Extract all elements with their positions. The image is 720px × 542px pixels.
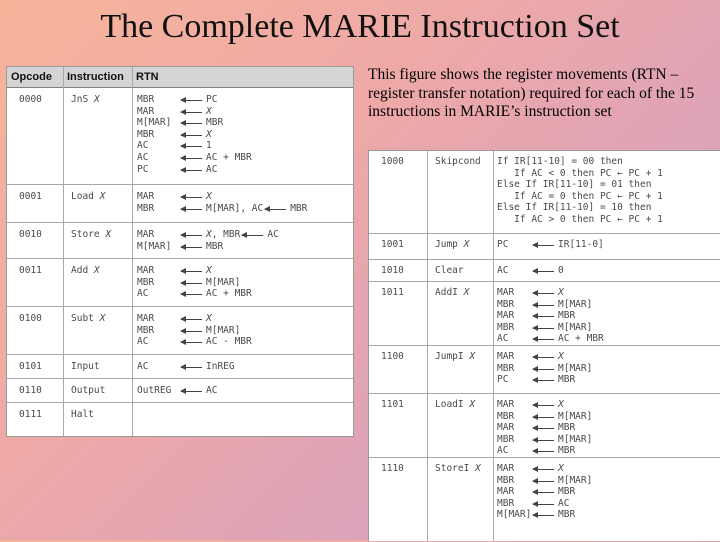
rtn-source: PC (206, 94, 218, 105)
rtn-line (137, 140, 252, 152)
arrow-left-icon (532, 498, 554, 510)
rtn-line (137, 313, 252, 325)
rtn-destination: MAR (497, 287, 515, 298)
arrow-left-icon (180, 241, 202, 253)
rtn-cell (497, 265, 564, 277)
rtn-destination: MAR (137, 313, 155, 324)
arrow-left-icon (180, 229, 202, 241)
operand-x: X (206, 105, 212, 117)
rtn-line (137, 129, 252, 141)
arrow-left-icon (532, 445, 554, 457)
arrow-left-icon (180, 265, 202, 277)
rtn-source: AC (267, 229, 279, 240)
arrow-left-icon (532, 509, 554, 521)
rtn-line (497, 498, 592, 510)
operand-x: X (206, 128, 212, 140)
rtn-line (137, 288, 252, 300)
table-row (369, 233, 720, 260)
rtn-source: AC - MBR (206, 336, 252, 348)
rtn-source: IR[11-0] (558, 239, 604, 250)
rtn-source: MBR (558, 486, 576, 498)
opcode-cell: 0111 (19, 409, 42, 420)
opcode-cell: 0000 (19, 94, 42, 105)
rtn-line (497, 287, 604, 299)
rtn-source: AC (206, 163, 218, 175)
rtn-destination: AC (497, 333, 509, 345)
operand-x: X (558, 463, 564, 474)
rtn-source: AC + MBR (206, 151, 252, 163)
rtn-destination: MBR (137, 276, 155, 288)
rtn-destination: AC (137, 140, 149, 152)
rtn-cell (137, 265, 252, 300)
rtn-source: AC + MBR (558, 333, 604, 345)
rtn-destination: MAR (137, 229, 155, 240)
table-row (7, 378, 353, 403)
arrow-left-icon (180, 164, 202, 176)
rtn-line (497, 399, 592, 411)
rtn-line (497, 475, 592, 487)
rtn-destination: MBR (497, 321, 515, 333)
rtn-line (137, 277, 252, 289)
rtn-destination: MBR (497, 362, 515, 374)
rtn-source: M[MAR] (558, 433, 593, 445)
arrow-left-icon (532, 422, 554, 434)
rtn-line: If IR[11-10] = 00 then (497, 156, 623, 167)
operand-x: X (558, 287, 564, 298)
rtn-source (206, 129, 212, 140)
arrow-left-icon (532, 265, 554, 277)
rtn-destination: AC (137, 288, 149, 300)
rtn-line (137, 241, 279, 253)
rtn-source (558, 287, 564, 298)
rtn-source (206, 106, 212, 117)
table-row (7, 88, 353, 184)
instruction-cell: Input (71, 361, 100, 372)
rtn-line (497, 374, 592, 386)
opcode-cell: 1101 (381, 399, 404, 410)
opcode-cell: 1100 (381, 351, 404, 362)
operand-x: X (463, 287, 470, 298)
rtn-source (558, 399, 564, 410)
table-row (369, 345, 720, 394)
rtn-line (497, 351, 592, 363)
arrow-left-icon (532, 310, 554, 322)
rtn-line (497, 239, 604, 251)
slide-title: The Complete MARIE Instruction Set (100, 8, 620, 45)
arrow-left-icon (180, 140, 202, 152)
rtn-destination: MAR (497, 351, 515, 362)
operand-x: X (105, 229, 112, 240)
rtn-line (497, 445, 592, 457)
opcode-cell: 0011 (19, 265, 42, 276)
instruction-cell: Store X (71, 229, 112, 240)
rtn-cell (497, 239, 604, 251)
rtn-line (497, 486, 592, 498)
instruction-cell: Output (71, 385, 106, 396)
rtn-cell (137, 229, 279, 252)
instruction-cell: Subt X (71, 313, 106, 324)
operand-x: X (463, 239, 470, 250)
rtn-line (137, 385, 217, 397)
arrow-left-icon (180, 94, 202, 106)
table-row (7, 222, 353, 259)
rtn-line: Else If IR[11-10] = 01 then (497, 179, 652, 191)
instruction-cell: JumpI X (435, 351, 476, 362)
rtn-line (137, 336, 252, 348)
instruction-cell: Clear (435, 265, 464, 276)
rtn-source: MBR (206, 240, 224, 252)
rtn-destination: MBR (137, 202, 155, 214)
arrow-left-icon (532, 434, 554, 446)
instruction-cell: LoadI X (435, 399, 476, 410)
rtn-cell (497, 463, 592, 521)
rtn-line (497, 299, 604, 311)
rtn-source: MBR (558, 509, 576, 521)
rtn-line (137, 265, 252, 277)
instruction-cell: JnS X (71, 94, 100, 105)
operand-x: X (469, 399, 476, 410)
operand-x: X (206, 191, 212, 202)
rtn-line: If AC > 0 then PC ← PC + 1 (497, 213, 663, 225)
rtn-line (497, 310, 604, 322)
rtn-cell (497, 399, 592, 457)
table-row (369, 151, 720, 233)
operand-x: X (558, 399, 564, 410)
rtn-line (497, 265, 564, 277)
rtn-source: M[MAR] (206, 324, 241, 336)
operand-x: X (206, 265, 212, 276)
table-row (7, 306, 353, 355)
rtn-destination: OutREG (137, 385, 172, 396)
rtn-destination: MAR (137, 105, 155, 117)
rtn-line (497, 509, 592, 521)
rtn-cell (137, 191, 307, 214)
rtn-destination: MBR (497, 298, 515, 310)
rtn-destination: PC (497, 374, 509, 386)
rtn-line (497, 333, 604, 345)
rtn-source: AC (206, 385, 218, 396)
arrow-left-icon (532, 363, 554, 375)
instruction-cell: Add X (71, 265, 100, 276)
rtn-source: 0 (558, 265, 564, 276)
arrow-left-icon (532, 239, 554, 251)
table-row (7, 402, 353, 437)
arrow-left-icon (532, 486, 554, 498)
table-row (7, 184, 353, 223)
arrow-left-icon (532, 475, 554, 487)
operand-x: X (206, 229, 212, 240)
operand-x: X (93, 265, 100, 276)
rtn-destination: MAR (497, 486, 515, 498)
rtn-destination: AC (137, 336, 149, 348)
rtn-line (137, 203, 307, 215)
opcode-cell: 0100 (19, 313, 42, 324)
rtn-line (497, 463, 592, 475)
rtn-cell (137, 385, 217, 397)
rtn-line (137, 164, 252, 176)
opcode-cell: 1001 (381, 239, 404, 250)
rtn-line (137, 117, 252, 129)
rtn-destination: MBR (137, 324, 155, 336)
header-instruction: Instruction (67, 71, 124, 83)
arrow-left-icon (180, 277, 202, 289)
rtn-destination: MAR (497, 310, 515, 322)
opcode-cell: 1110 (381, 463, 404, 474)
arrow-left-icon (532, 463, 554, 475)
rtn-line (137, 229, 279, 241)
rtn-destination: MAR (137, 191, 155, 202)
table-row (369, 281, 720, 346)
rtn-source: MBR (206, 117, 224, 129)
rtn-line (137, 106, 252, 118)
rtn-source (206, 313, 212, 324)
rtn-line (497, 434, 592, 446)
arrow-left-icon (180, 288, 202, 300)
arrow-left-icon (532, 287, 554, 299)
opcode-cell: 1010 (381, 265, 404, 276)
operand-x: X (99, 191, 106, 202)
arrow-left-icon (180, 325, 202, 337)
arrow-left-icon (180, 117, 202, 129)
rtn-line: If AC = 0 then PC ← PC + 1 (497, 190, 663, 202)
rtn-cell (497, 351, 592, 386)
slide-description: This figure shows the register movements (RTN – register transfer notation) required for each of the 15 instructions in MARIE’s instruction set (368, 66, 695, 120)
instruction-cell: StoreI X (435, 463, 481, 474)
rtn-destination: MBR (137, 94, 155, 105)
rtn-destination: AC (497, 265, 509, 276)
rtn-source (558, 463, 564, 474)
rtn-source: AC (558, 497, 570, 509)
table-row (7, 258, 353, 307)
header-opcode: Opcode (11, 71, 52, 83)
rtn-destination: AC (497, 445, 509, 457)
rtn-line (497, 363, 592, 375)
instruction-cell: AddI X (435, 287, 470, 298)
table-row (7, 354, 353, 379)
instruction-cell: Jump X (435, 239, 470, 250)
rtn-source: M[MAR], AC (206, 202, 264, 214)
rtn-line (137, 94, 252, 106)
arrow-left-icon (180, 106, 202, 118)
rtn-destination: PC (497, 239, 509, 250)
operand-x: X (99, 313, 106, 324)
rtn-cell (497, 287, 604, 345)
rtn-destination: MBR (497, 410, 515, 422)
arrow-left-icon (180, 203, 202, 215)
operand-x: X (469, 351, 476, 362)
rtn-source: MBR (558, 310, 576, 322)
rtn-destination: M[MAR] (137, 240, 172, 252)
rtn-source: 1 (206, 140, 212, 152)
rtn-source: MBR (290, 202, 308, 214)
rtn-cell (137, 313, 252, 348)
table-row (369, 259, 720, 282)
rtn-source: MBR (558, 422, 576, 434)
operand-x: X (93, 94, 100, 105)
rtn-source: InREG (206, 361, 235, 372)
rtn-destination: MBR (497, 474, 515, 486)
arrow-left-icon (532, 333, 554, 345)
opcode-cell: 0010 (19, 229, 42, 240)
instruction-cell: Halt (71, 409, 94, 420)
rtn-destination: M[MAR] (497, 509, 532, 521)
arrow-left-icon (180, 313, 202, 325)
rtn-destination: MBR (137, 128, 155, 140)
opcode-cell: 0001 (19, 191, 42, 202)
rtn-cell (137, 361, 235, 373)
opcode-cell: 0101 (19, 361, 42, 372)
rtn-destination: PC (137, 163, 149, 175)
arrow-left-icon (180, 336, 202, 348)
rtn-line (137, 152, 252, 164)
rtn-line (137, 191, 307, 203)
rtn-cell (497, 156, 663, 226)
arrow-left-icon (532, 374, 554, 386)
rtn-source: M[MAR] (558, 298, 593, 310)
arrow-left-icon (180, 129, 202, 141)
rtn-line: Else If IR[11-10] = 10 then (497, 202, 652, 214)
header-rtn: RTN (136, 71, 159, 83)
rtn-source: MBR (558, 374, 576, 386)
rtn-destination: AC (137, 151, 149, 163)
rtn-source: M[MAR] (558, 410, 593, 422)
instruction-table-right (368, 150, 720, 541)
opcode-cell: 1011 (381, 287, 404, 298)
table-row (369, 457, 720, 542)
arrow-left-icon (532, 299, 554, 311)
rtn-source: AC + MBR (206, 288, 252, 300)
rtn-destination: AC (137, 361, 149, 372)
rtn-cell (137, 94, 252, 175)
rtn-source (206, 265, 212, 276)
arrow-left-icon (532, 351, 554, 363)
arrow-left-icon (180, 191, 202, 203)
instruction-table-left (6, 66, 354, 437)
rtn-source (206, 191, 212, 202)
rtn-line (497, 322, 604, 334)
table-row (369, 393, 720, 458)
arrow-left-icon (532, 322, 554, 334)
rtn-line: If AC < 0 then PC ← PC + 1 (497, 167, 663, 179)
rtn-destination: MAR (497, 463, 515, 474)
rtn-destination: MBR (497, 433, 515, 445)
arrow-left-icon (241, 229, 263, 241)
arrow-left-icon (532, 399, 554, 411)
rtn-source: M[MAR] (558, 321, 593, 333)
operand-x: X (206, 313, 212, 324)
instruction-cell: Skipcond (435, 156, 481, 167)
arrow-left-icon (180, 152, 202, 164)
rtn-line (497, 422, 592, 434)
rtn-source: M[MAR] (206, 276, 241, 288)
rtn-line (137, 325, 252, 337)
arrow-left-icon (264, 203, 286, 215)
rtn-destination: M[MAR] (137, 117, 172, 129)
operand-x: X (558, 351, 564, 362)
table-header (7, 67, 353, 88)
rtn-destination: MAR (497, 399, 515, 410)
rtn-source: X, MBR (206, 229, 241, 240)
arrow-left-icon (180, 361, 202, 373)
opcode-cell: 0110 (19, 385, 42, 396)
rtn-source (558, 351, 564, 362)
rtn-source: M[MAR] (558, 362, 593, 374)
opcode-cell: 1000 (381, 156, 404, 167)
rtn-destination: MBR (497, 497, 515, 509)
rtn-source: MBR (558, 445, 576, 457)
rtn-line (497, 411, 592, 423)
operand-x: X (475, 463, 481, 474)
arrow-left-icon (180, 385, 202, 397)
rtn-line (137, 361, 235, 373)
rtn-destination: MAR (497, 422, 515, 434)
rtn-source: M[MAR] (558, 474, 593, 486)
rtn-destination: MAR (137, 265, 155, 276)
arrow-left-icon (532, 411, 554, 423)
instruction-cell: Load X (71, 191, 106, 202)
